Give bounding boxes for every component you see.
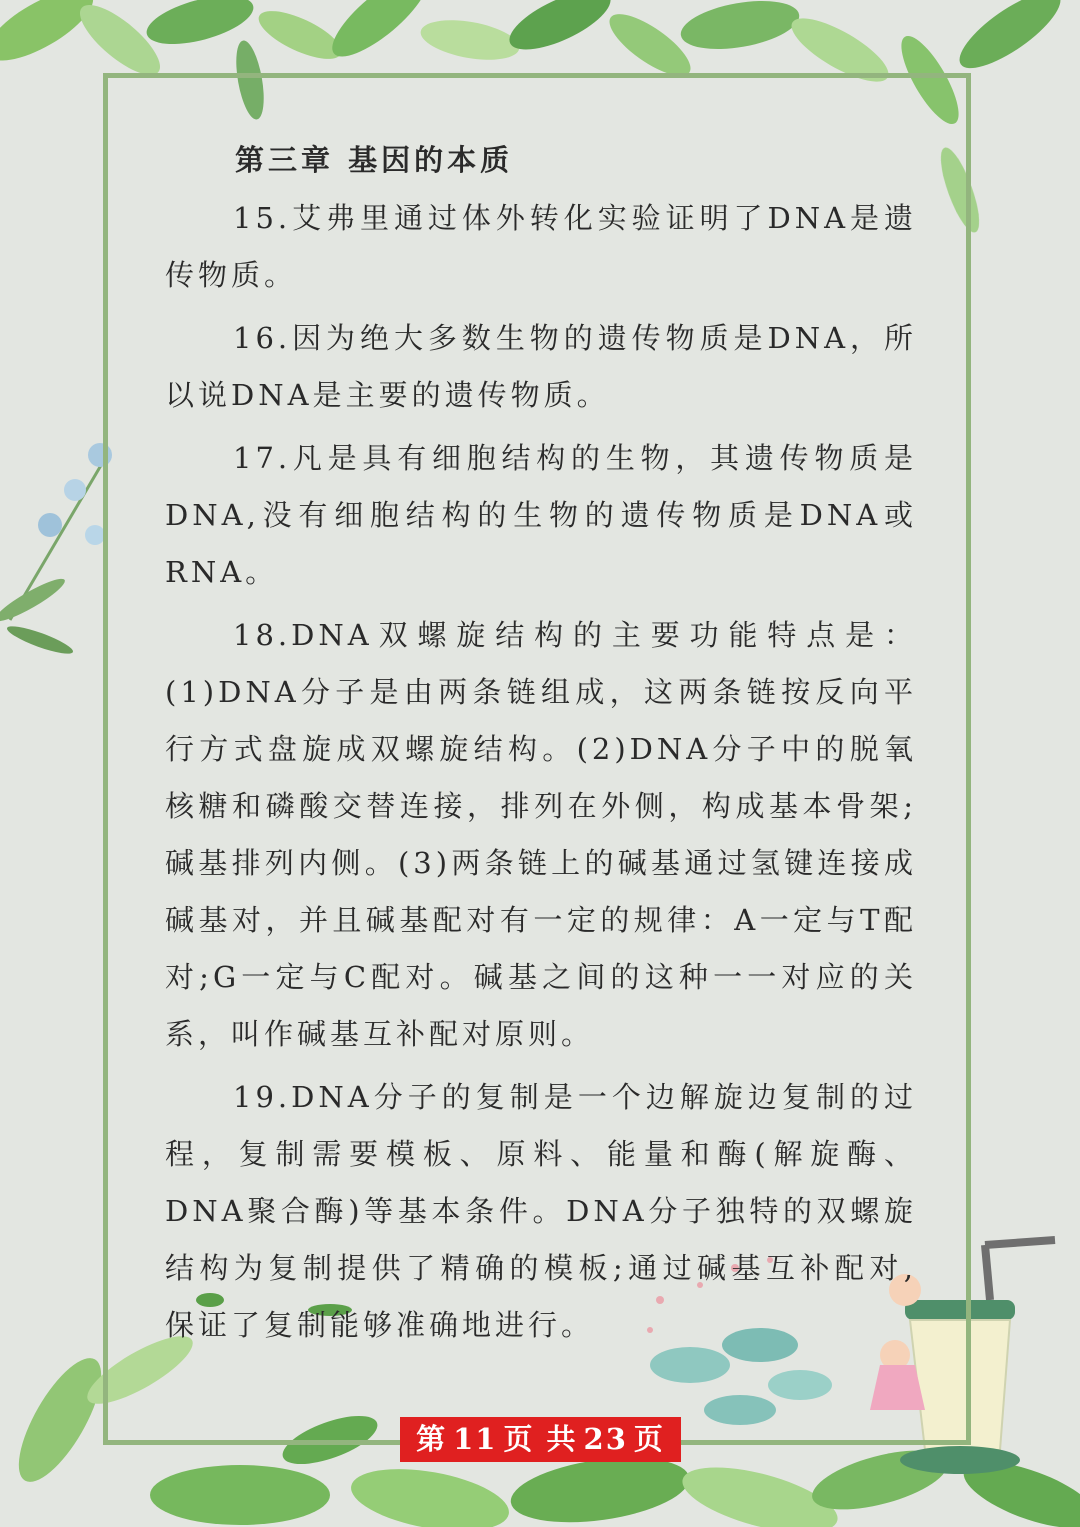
item-15: 15.艾弗里通过体外转化实验证明了DNA是遗传物质。 <box>165 201 917 292</box>
page-suffix: 页 <box>633 1422 665 1456</box>
current-page-number: 11 <box>453 1422 498 1456</box>
item-19: 19.DNA分子的复制是一个边解旋边复制的过程，复制需要模板、原料、能量和酶(解旋酶、DNA聚合酶)等基本条件。DNA分子独特的双螺旋结构为复制提供了精确的模板;通过碱基互补配对,保证了复制能够准确地进行。 <box>165 1080 917 1342</box>
item-17: 17.凡是具有细胞结构的生物，其遗传物质是DNA,没有细胞结构的生物的遗传物质是DNA或RNA。 <box>165 441 917 589</box>
total-page-number: 23 <box>583 1422 628 1456</box>
page-indicator <box>400 1417 681 1462</box>
item-16: 16.因为绝大多数生物的遗传物质是DNA，所以说DNA是主要的遗传物质。 <box>165 321 917 412</box>
chapter-heading: 第三章 基因的本质 <box>235 143 514 177</box>
page-prefix: 第 <box>416 1422 448 1456</box>
page-middle: 页 共 <box>503 1422 578 1456</box>
item-18: 18.DNA双螺旋结构的主要功能特点是：(1)DNA分子是由两条链组成，这两条链按反向平行方式盘旋成双螺旋结构。(2)DNA分子中的脱氧核糖和磷酸交替连接，排列在外侧，构成基本骨架;碱基排列内侧。(3)两条链上的碱基通过氢键连接成碱基对，并且碱基配对有一定的规律：A一定与T配对;G一定与C配对。碱基之间的这种一一对应的关系，叫作碱基互补配对原则。 <box>165 618 917 1051</box>
document-body <box>165 136 917 1360</box>
